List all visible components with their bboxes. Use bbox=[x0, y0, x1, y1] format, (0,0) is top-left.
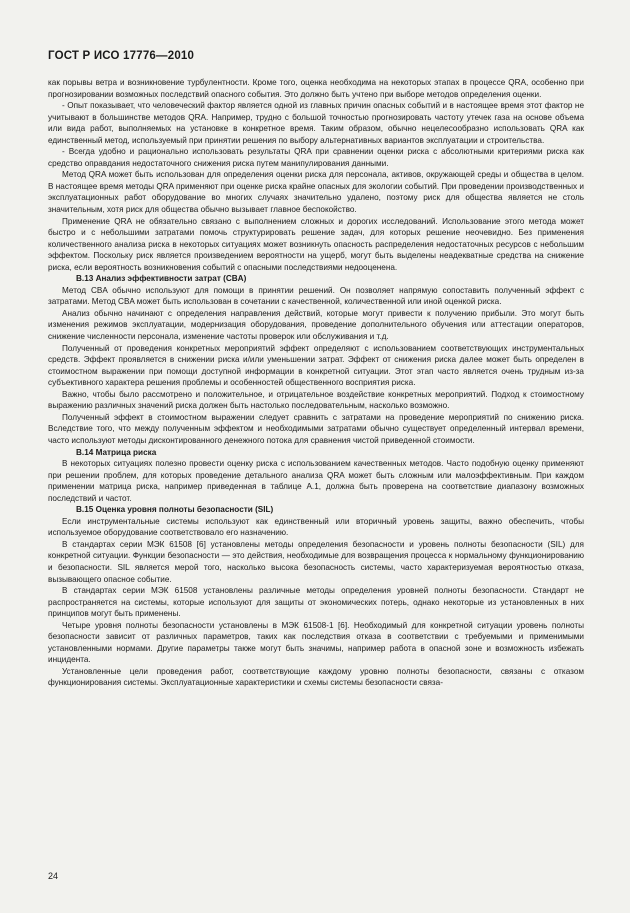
section-heading: В.15 Оценка уровня полноты безопасности (SIL) bbox=[76, 505, 274, 515]
section-heading: В.14 Матрица риска bbox=[76, 447, 157, 457]
paragraph: Установленные цели проведения работ, соответствующие каждому уровню полноты безопасности, связаны с отказом функционирования системы. Эксплуатационные характеристики и схемы системы безопасности связа- bbox=[48, 666, 584, 688]
paragraph: Анализ обычно начинают с определения направления действий, которые могут привести к получению прибыли. Это могут быть изменения режимов эксплуатации, модернизация оборудования, проведение дополнительного обучения или аттестации операторов, снижение численности персонала, изменение частоты проверок или обслуживания и т.д. bbox=[48, 308, 584, 342]
document-header: ГОСТ Р ИСО 17776—2010 bbox=[48, 50, 195, 62]
paragraph: В стандартах серии МЭК 61508 установлены различные методы определения уровней полноты безопасности. Стандарт не распространяется на системы, которые используют для защиты от экономических потерь, однако некоторые из установленных в них принципов могут быть применены. bbox=[48, 586, 584, 619]
paragraph: - Всегда удобно и рационально использовать результаты QRA при сравнении оценки риска с абсолютными критериями риска как средство оправдания недостаточного снижения риска путем манипулирования данными. bbox=[48, 147, 584, 168]
section-heading: В.13 Анализ эффективности затрат (CBA) bbox=[76, 274, 247, 284]
page-number: 24 bbox=[48, 871, 59, 881]
paragraph: В стандартах серии МЭК 61508 [6] установлены методы определения безопасности и уровень полноты безопасности (SIL) для конкретной ситуации. Функции безопасности — это действия, необходимые для возвращения процесса к нормальному функционированию и безопасности. SIL является мерой того, насколько высока безопасность системы, часто характеризуемая вероятностью отказа, вызывающего опасное событие. bbox=[48, 539, 584, 584]
paragraph: как порывы ветра и возникновение турбулентности. Кроме того, оценка необходима на некоторых этапах в процессе QRA, особенно при прогнозировании возможных последствий опасного события. Это должно быть учтено при выборе методов определения оценки. bbox=[48, 78, 584, 99]
paragraph: Полученный эффект в стоимостном выражении следует сравнить с затратами на проведение мероприятий по снижению риска. Вследствие того, что между полученным эффектом и необходимыми затратами обычно существует определенный интервал времени, часто используют методы дисконтированного денежного потока для сравнения чистой приведенной стоимости. bbox=[48, 412, 584, 445]
paragraph: - Опыт показывает, что человеческий фактор является одной из главных причин опасных событий и в настоящее время этот фактор не учитывают в большинстве методов QRA. Например, трудно с большой точностью прогнозировать частоту утечек газа на основе объема или вида работ, выполняемых на установке в конкретное время. Таким образом, обычно нецелесообразно использовать QRA как единственный метод, используемый при принятии решения по выбору альтернативных вариантов эксплуатации и строительства. bbox=[48, 101, 584, 145]
paragraph: Применение QRA не обязательно связано с выполнением сложных и дорогих исследований. Использование этого метода может быстро и с небольшими затратами помочь структурировать решение задач, для которых решение неочевидно. Без применения количественного анализа риска в некоторых ситуациях может возникнуть опасность распределения недостаточных ресурсов с небольшим эффектом. Поскольку риск является произведением вероятности на ущерб, могут быть выделены неадекватные средства на снижение риска, если вероятность возникновения событий с опасными последствиями недооценена. bbox=[48, 216, 584, 272]
paragraph: В некоторых ситуациях полезно провести оценку риска с использованием качественных методов. Часто подобную оценку применяют при решении проблем, для которых проведение детального анализа QRA может быть сложным или малоэффективным. При каждом применении матрица риска, например приведенная в таблице А.1, должна быть проверена на соответствие диапазону возможных последствий и частот. bbox=[48, 459, 584, 503]
document-body bbox=[48, 77, 584, 689]
paragraph: Если инструментальные системы используют как единственный или вторичный уровень защиты, важно обеспечить, чтобы используемое оборудование соответствовало его назначению. bbox=[48, 516, 584, 538]
paragraph: Метод QRA может быть использован для определения оценки риска для персонала, активов, окружающей среды и общества в целом. В настоящее время методы QRA применяют при оценке риска крайне опасных для экологии событий. При проведении производственных и эксплуатационных работ оборудование во многих случаях значительно удалено, поэтому риск для общества является не столь значительным, хотя риск для общества обычно вызывает главное беспокойство. bbox=[48, 170, 584, 215]
paragraph: Четыре уровня полноты безопасности установлены в МЭК 61508-1 [6]. Необходимый для конкретной ситуации уровень полноты безопасности зависит от различных параметров, таких как последствия отказа в соответствии с требуемыми и применимыми установленными нормами. Другие параметры также могут быть значимы, например работа в опасной зоне и возможность избежать инцидента. bbox=[48, 620, 584, 665]
paragraph: Метод CBA обычно используют для помощи в принятии решений. Он позволяет напрямую сопоставить полученный эффект с затратами. Метод CBA может быть использован в сочетании с качественной, количественной или иной оценкой риска. bbox=[48, 285, 584, 307]
paragraph: Полученный от проведения конкретных мероприятий эффект определяют с использованием соответствующих инструментальных средств. Эффект проявляется в снижении риска и/или уменьшении затрат. Эффект от снижения риска далее может быть определен в стоимостном выражении при помощи доступной информации в конкретной ситуации. Этот этап часто является очень трудным из-за субъективного характера решения проблемы и особенностей общественного восприятия риска. bbox=[48, 343, 584, 388]
paragraph: Важно, чтобы было рассмотрено и положительное, и отрицательное воздействие конкретных мероприятий. Подход к стоимостному выражению различных значений риска должен быть настолько последовательным, насколько возможно. bbox=[48, 389, 584, 411]
